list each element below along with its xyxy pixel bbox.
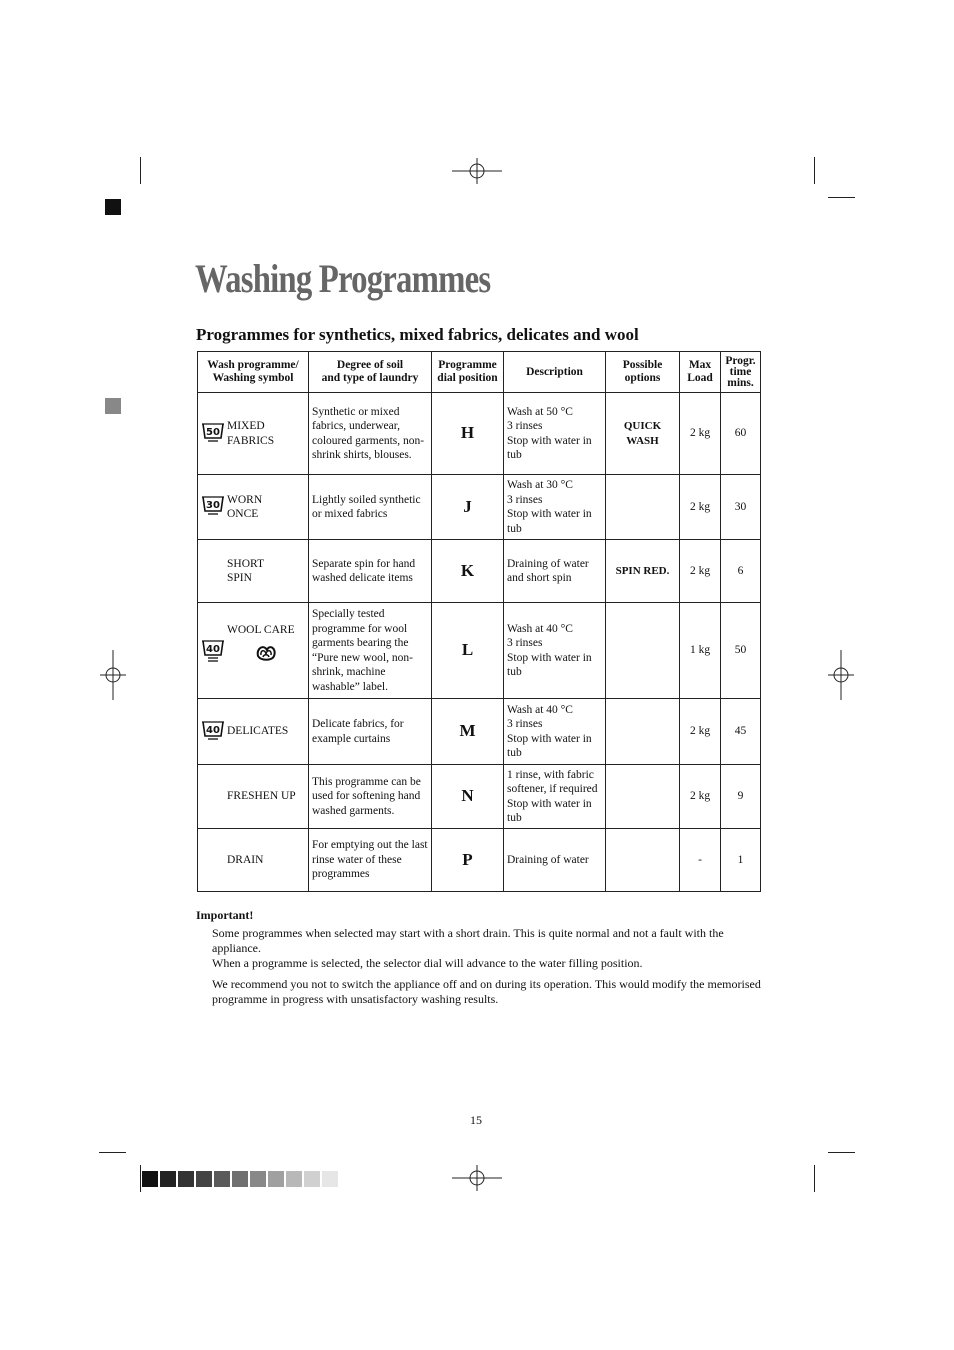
header-degree xyxy=(309,352,432,393)
dial-position: K xyxy=(432,540,504,603)
description-cell xyxy=(504,603,606,699)
header-label: Programme dial position xyxy=(437,359,498,384)
description-cell xyxy=(504,393,606,475)
dial-position: H xyxy=(432,393,504,475)
header-label: Max Load xyxy=(687,359,713,384)
table-row xyxy=(198,603,761,699)
page-subtitle: Programmes for synthetics, mixed fabrics, delicates and wool xyxy=(196,325,639,344)
wash-tub-icon xyxy=(201,638,225,664)
time-cell: 30 xyxy=(721,475,761,540)
programme-name: FRESHEN UP xyxy=(227,790,296,803)
description-text: Draining of water and short spin xyxy=(507,557,589,584)
description-cell xyxy=(504,699,606,765)
time-cell: 9 xyxy=(721,765,761,829)
load-cell: - xyxy=(680,829,721,892)
important-paragraph: When a programme is selected, the selector dial will advance to the water filling position. xyxy=(212,956,643,970)
crop-mark xyxy=(814,157,815,184)
time-cell: 1 xyxy=(721,829,761,892)
description-text: Draining of water xyxy=(507,853,589,866)
programmes-table xyxy=(197,351,761,892)
colour-swatch xyxy=(196,1171,212,1187)
options-cell xyxy=(606,829,680,892)
colour-swatch xyxy=(304,1171,320,1187)
colour-swatch xyxy=(160,1171,176,1187)
header-label: Description xyxy=(526,365,583,378)
dial-position: J xyxy=(432,475,504,540)
programme-name: DRAIN xyxy=(227,853,264,866)
header-label: Progr. time mins. xyxy=(725,354,756,389)
time-cell: 60 xyxy=(721,393,761,475)
important-paragraph: Some programmes when selected may start with a short drain. This is quite normal and not a fault with the appliance. xyxy=(212,926,724,955)
colour-swatch xyxy=(250,1171,266,1187)
dial-position: N xyxy=(432,765,504,829)
important-paragraph: We recommend you not to switch the appliance off and on during its operation. This would modify the memorised programme in progress with unsatisfactory washing results. xyxy=(212,977,761,1006)
description-text: Wash at 40 °C 3 rinses Stop with water in tub xyxy=(507,703,592,759)
programme-cell xyxy=(198,475,309,540)
description-text: Wash at 50 °C 3 rinses Stop with water in tub xyxy=(507,405,592,461)
degree-cell: Specially tested programme for wool garments bearing the “Pure new wool, non-shrink, machine washable” label. xyxy=(309,603,432,699)
wash-tub-icon xyxy=(201,494,225,520)
table-row xyxy=(198,829,761,892)
description-text: Wash at 30 °C 3 rinses Stop with water in tub xyxy=(507,479,592,535)
load-cell: 2 kg xyxy=(680,540,721,603)
load-cell: 1 kg xyxy=(680,603,721,699)
programme-name: SHORT SPIN xyxy=(227,557,265,584)
wash-temperature: 30 xyxy=(206,500,220,511)
programme-cell xyxy=(198,765,309,829)
header-dial xyxy=(432,352,504,393)
load-cell: 2 kg xyxy=(680,393,721,475)
page-title: Washing Programmes xyxy=(195,256,491,301)
programme-cell xyxy=(198,540,309,603)
crop-mark xyxy=(140,157,141,184)
options-cell: SPIN RED. xyxy=(606,540,680,603)
colour-swatch xyxy=(232,1171,248,1187)
table-row xyxy=(198,393,761,475)
colour-swatch xyxy=(286,1171,302,1187)
options-cell xyxy=(606,475,680,540)
degree-cell: This programme can be used for softening hand washed garments. xyxy=(309,765,432,829)
colour-swatch xyxy=(142,1171,158,1187)
header-programme xyxy=(198,352,309,393)
wash-temperature: 50 xyxy=(206,426,220,438)
description-cell xyxy=(504,829,606,892)
time-cell: 50 xyxy=(721,603,761,699)
options-cell xyxy=(606,765,680,829)
header-label: Wash programme/ Washing symbol xyxy=(207,359,299,384)
programme-cell xyxy=(198,829,309,892)
crop-mark xyxy=(140,1165,141,1192)
degree-cell: Synthetic or mixed fabrics, underwear, coloured garments, non-shrink shirts, blouses. xyxy=(309,393,432,475)
load-cell: 2 kg xyxy=(680,765,721,829)
programme-name: MIXED FABRICS xyxy=(227,420,275,447)
degree-cell: For emptying out the last rinse water of these programmes xyxy=(309,829,432,892)
header-label: Possible options xyxy=(622,359,663,384)
crop-mark xyxy=(828,1152,855,1153)
table-row xyxy=(198,699,761,765)
wash-temperature: 40 xyxy=(206,724,220,736)
dial-position: P xyxy=(432,829,504,892)
registration-mark-icon xyxy=(100,650,126,700)
wash-tub-icon xyxy=(201,421,225,447)
wash-temperature: 40 xyxy=(206,643,220,655)
programme-name: WOOL CARE xyxy=(227,624,295,637)
crop-mark xyxy=(99,1152,126,1153)
crop-mark xyxy=(828,197,855,198)
crop-mark xyxy=(814,1165,815,1192)
programme-cell xyxy=(198,393,309,475)
programme-name: WORN ONCE xyxy=(227,493,263,520)
table-row xyxy=(198,475,761,540)
registration-mark-icon xyxy=(828,650,854,700)
load-cell: 2 kg xyxy=(680,699,721,765)
table-row xyxy=(198,540,761,603)
time-cell: 6 xyxy=(721,540,761,603)
page-number: 15 xyxy=(470,1113,482,1127)
header-load xyxy=(680,352,721,393)
load-cell: 2 kg xyxy=(680,475,721,540)
options-cell: QUICK WASH xyxy=(606,393,680,475)
wash-tub-icon xyxy=(201,719,225,745)
registration-mark-icon xyxy=(452,158,502,184)
header-description xyxy=(504,352,606,393)
section-marker-black xyxy=(105,199,121,215)
description-text: 1 rinse, with fabric softener, if required Stop with water in tub xyxy=(507,768,598,824)
time-cell: 45 xyxy=(721,699,761,765)
important-title: Important! xyxy=(196,908,254,922)
colour-swatch xyxy=(214,1171,230,1187)
description-cell xyxy=(504,765,606,829)
table-header-row xyxy=(198,352,761,393)
header-time xyxy=(721,352,761,393)
options-cell xyxy=(606,699,680,765)
woolmark-icon xyxy=(255,642,277,662)
section-marker-grey xyxy=(105,398,121,414)
programme-cell xyxy=(198,699,309,765)
description-cell xyxy=(504,475,606,540)
colour-swatch xyxy=(178,1171,194,1187)
dial-position: L xyxy=(432,603,504,699)
options-cell xyxy=(606,603,680,699)
description-cell xyxy=(504,540,606,603)
programme-cell xyxy=(198,603,309,699)
header-options xyxy=(606,352,680,393)
header-label: Degree of soil and type of laundry xyxy=(321,359,419,384)
programme-name: DELICATES xyxy=(227,725,289,738)
colour-swatch xyxy=(322,1171,338,1187)
dial-position: M xyxy=(432,699,504,765)
degree-cell: Delicate fabrics, for example curtains xyxy=(309,699,432,765)
description-text: Wash at 40 °C 3 rinses Stop with water in tub xyxy=(507,622,592,678)
degree-cell: Lightly soiled synthetic or mixed fabrics xyxy=(309,475,432,540)
table-row xyxy=(198,765,761,829)
degree-cell: Separate spin for hand washed delicate items xyxy=(309,540,432,603)
colour-swatch xyxy=(268,1171,284,1187)
registration-mark-icon xyxy=(452,1165,502,1191)
